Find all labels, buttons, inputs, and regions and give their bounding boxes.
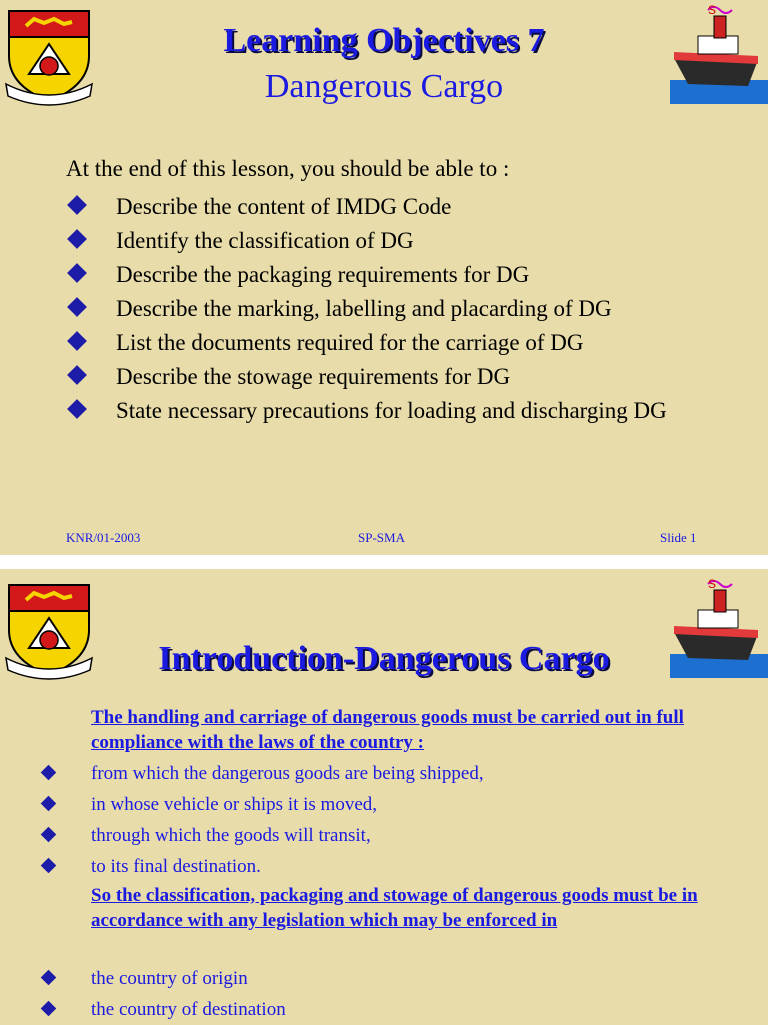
list-item: to its final destination. — [40, 851, 730, 882]
diamond-bullet-icon — [41, 858, 57, 874]
objectives-list — [66, 190, 728, 428]
list-item: Describe the packaging requirements for DG — [66, 258, 728, 292]
diamond-bullet-icon — [67, 297, 87, 317]
origin-destination-list — [40, 963, 730, 1025]
diamond-bullet-icon — [41, 765, 57, 781]
list-item: List the documents required for the carriage of DG — [66, 326, 728, 360]
list-item: the country of destination — [40, 994, 730, 1025]
intro-text: At the end of this lesson, you should be able to : — [66, 156, 510, 181]
footer-code: KNR/01-2003 — [66, 530, 141, 545]
slide-2 — [0, 560, 768, 1024]
list-item: Describe the marking, labelling and placarding of DG — [66, 292, 728, 326]
diamond-bullet-icon — [67, 331, 87, 351]
list-item: in whose vehicle or ships it is moved, — [40, 789, 730, 820]
diamond-bullet-icon — [41, 970, 57, 986]
list-item: Identify the classification of DG — [66, 224, 728, 258]
diamond-bullet-icon — [67, 399, 87, 419]
slide-title: Learning Objectives 7 — [223, 22, 545, 59]
list-item: Describe the content of IMDG Code — [66, 190, 728, 224]
diamond-bullet-icon — [67, 229, 87, 249]
legislation-paragraph: So the classification, packaging and stowage of dangerous goods must be in accordance with any legislation which may be enforced in — [91, 885, 698, 931]
country-list — [40, 758, 730, 882]
diamond-bullet-icon — [67, 365, 87, 385]
list-item: from which the dangerous goods are being shipped, — [40, 758, 730, 789]
list-item: State necessary precautions for loading and discharging DG — [66, 394, 728, 428]
list-item: through which the goods will transit, — [40, 820, 730, 851]
diamond-bullet-icon — [67, 195, 87, 215]
intro-paragraph: The handling and carriage of dangerous goods must be carried out in full compliance with the laws of the country : — [91, 707, 684, 753]
slide-subtitle: Dangerous Cargo — [264, 68, 504, 105]
diamond-bullet-icon — [41, 827, 57, 843]
footer-slide-number: Slide 1 — [660, 530, 697, 545]
svg-text:S: S — [708, 3, 717, 17]
svg-text:S: S — [708, 577, 717, 591]
slide-title: Introduction-Dangerous Cargo — [158, 640, 610, 677]
list-item: the country of origin — [40, 963, 730, 994]
diamond-bullet-icon — [41, 1001, 57, 1017]
diamond-bullet-icon — [41, 796, 57, 812]
footer-center: SP-SMA — [358, 530, 405, 545]
list-item: Describe the stowage requirements for DG — [66, 360, 728, 394]
diamond-bullet-icon — [67, 263, 87, 283]
